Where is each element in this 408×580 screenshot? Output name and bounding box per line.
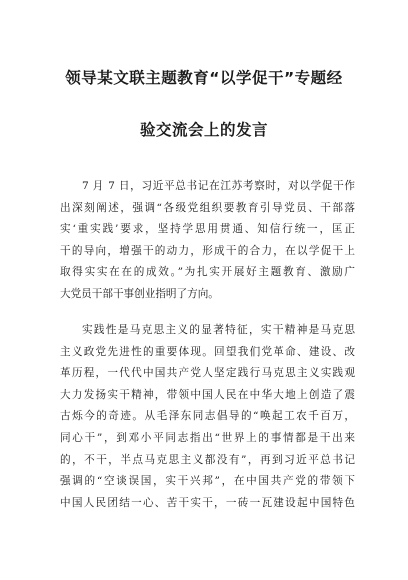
paragraph-line: 强调的“空谈误国，实干兴邦”，在中国共产党的带领下 xyxy=(60,475,355,488)
paragraph-line: 中国人民团结一心、苦干实干，一砖一瓦建设起中国特色 xyxy=(60,496,355,509)
paragraph-line: 大力发扬实干精神，带领中国人民在中华大地上创造了震 xyxy=(60,388,355,401)
paragraph-line: 出深刻阐述，强调“各级党组织要教育引导党员、干部落 xyxy=(60,201,355,214)
paragraph-2 xyxy=(60,320,355,514)
paragraph-line: 干的导向，增强干的动力，形成干的合力，在以学促干上 xyxy=(60,244,355,257)
paragraph-line: 实‘重实践’要求，坚持学思用贯通、知信行统一，匡正 xyxy=(60,223,355,236)
paragraph-line: 大党员干部干事创业指明了方向。 xyxy=(60,287,219,300)
paragraph-line: 古烁今的奇迹。从毛泽东同志倡导的“唤起工农千百万， xyxy=(60,410,355,423)
document-title-line-1: 领导某文联主题教育“以学促干”专题经 xyxy=(65,69,343,87)
paragraph-line: 实践性是马克思主义的显著特征，实干精神是马克思 xyxy=(82,324,355,336)
paragraph-line: 7 月 7 日，习近平总书记在江苏考察时，对以学促干作 xyxy=(82,180,355,192)
paragraph-line: 主义政党先进性的重要体现。回望我们党革命、建设、改 xyxy=(60,345,355,358)
document-title-line-2: 验交流会上的发言 xyxy=(139,121,268,139)
paragraph-line: 取得实实在在的成效。”为扎实开展好主题教育、激励广 xyxy=(60,266,355,279)
paragraph-line: 革历程，一代代中国共产党人坚定践行马克思主义实践观 xyxy=(60,367,355,380)
paragraph-line: 的，不干，半点马克思主义都没有”，再到习近平总书记 xyxy=(60,453,355,466)
paragraph-1 xyxy=(60,176,355,306)
paragraph-line: 同心干”，到邓小平同志指出“世界上的事情都是干出来 xyxy=(60,431,355,444)
